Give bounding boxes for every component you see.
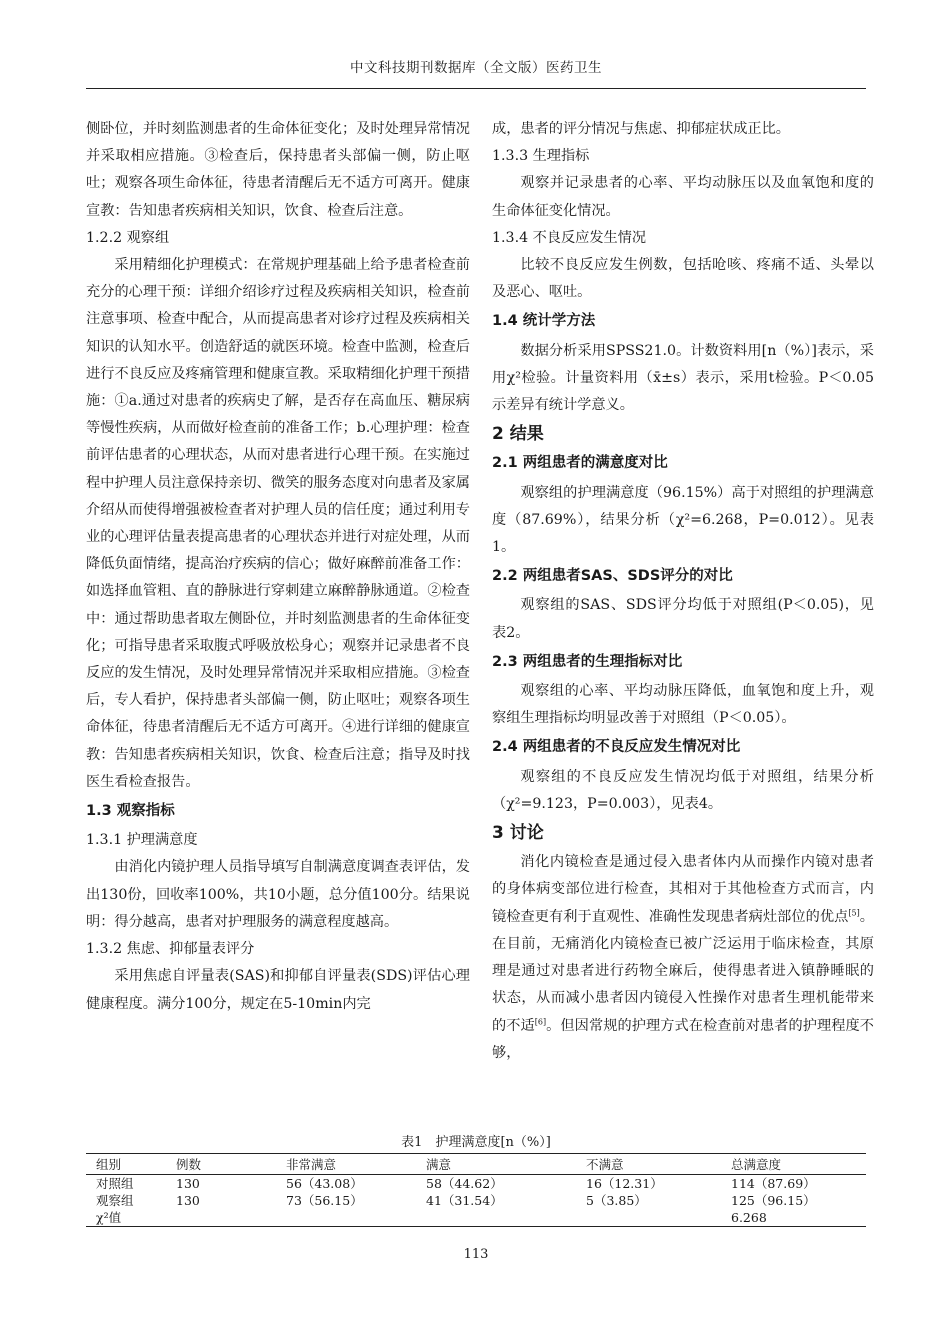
table-row: [86, 1192, 866, 1209]
section-heading: 2.1 两组患者的满意度对比: [492, 455, 668, 472]
table-1-caption: 表1 护理满意度[n（%）]: [401, 1135, 551, 1150]
section-heading: 1.3.4 不良反应发生情况: [492, 229, 647, 246]
table-header-cell: 满意: [416, 1154, 576, 1175]
section-heading: 1.3.3 生理指标: [492, 148, 590, 165]
header-divider: [86, 88, 866, 89]
section-heading: 1.4 统计学方法: [492, 313, 596, 330]
table-cell: 16（12.31）: [586, 1176, 663, 1191]
section-heading: 2 结果: [492, 424, 544, 445]
table-cell: χ²值: [86, 1209, 166, 1227]
table-header-cell: 例数: [166, 1154, 276, 1175]
section-heading: 1.3.1 护理满意度: [86, 832, 198, 849]
table-row: [86, 1175, 866, 1193]
body-paragraph: 观察组的SAS、SDS评分均低于对照组(P＜0.05)，见表2。: [492, 597, 874, 641]
citation-ref: [6]: [534, 1016, 547, 1026]
journal-header: 中文科技期刊数据库（全文版）医药卫生: [350, 60, 602, 76]
table-cell: 对照组: [96, 1176, 134, 1191]
table-header-cell: 组别: [86, 1154, 166, 1175]
section-heading: 1.2.2 观察组: [86, 229, 170, 246]
table-cell: 130: [176, 1193, 200, 1208]
table-header-row: [86, 1154, 866, 1175]
table-cell: [416, 1209, 576, 1227]
body-paragraph: 数据分析采用SPSS21.0。计数资料用[n（%）]表示，采用χ²检验。计量资料用（x̄±s）表示，采用t检验。P＜0.05示差异有统计学意义。: [492, 342, 874, 414]
body-paragraph: [492, 849, 874, 1067]
table-cell: 130: [176, 1176, 200, 1191]
section-heading: 2.4 两组患者的不良反应发生情况对比: [492, 739, 741, 756]
body-paragraph: 成，患者的评分情况与焦虑、抑郁症状成正比。: [492, 121, 790, 137]
section-heading: 1.3 观察指标: [86, 803, 175, 820]
body-paragraph: 侧卧位，并时刻监测患者的生命体征变化；及时处理异常情况并采取相应措施。③检查后，保持患者头部偏一侧，防止呕吐；观察各项生命体征，待患者清醒后无不适方可离开。健康宣教：告知患者疾病相关知识，饮食、检查后注意。: [86, 121, 470, 219]
table-cell: 观察组: [96, 1193, 134, 1208]
table-header-cell: 不满意: [576, 1154, 721, 1175]
table-cell: 58（44.62）: [426, 1176, 503, 1191]
section-heading: 2.2 两组患者SAS、SDS评分的对比: [492, 568, 733, 585]
table-cell: 114（87.69）: [731, 1176, 816, 1191]
left-text-column: [86, 116, 470, 1018]
satisfaction-table: [86, 1153, 866, 1227]
table-header-cell: 总满意度: [721, 1154, 866, 1175]
body-paragraph: 观察组的心率、平均动脉压降低，血氧饱和度上升，观察组生理指标均明显改善于对照组（P＜0.05）。: [492, 683, 874, 727]
body-paragraph: 采用焦虑自评量表(SAS)和抑郁自评量表(SDS)评估心理健康程度。满分100分，规定在5-10min内完: [86, 968, 470, 1012]
right-text-column: [492, 116, 874, 1067]
section-heading: 3 讨论: [492, 823, 544, 844]
table-row: [86, 1209, 866, 1227]
table-cell: [276, 1209, 416, 1227]
citation-ref: [5]: [848, 907, 860, 917]
table-cell: [576, 1209, 721, 1227]
table-cell: 56（43.08）: [286, 1176, 363, 1191]
body-paragraph: 采用精细化护理模式：在常规护理基础上给予患者检查前充分的心理干预：详细介绍诊疗过程及疾病相关知识，检查前注意事项、检查中配合，从而提高患者对诊疗过程及疾病相关知识的认知水平。创造舒适的就医环境。检查中监测，检查后进行不良反应及疼痛管理和健康宣教。采取精细化护理干预措施：①a.通过对患者的疾病史了解，是否存在高血压、糖尿病等慢性疾病，从而做好检查前的准备工作；b.心理护理：检查前评估患者的心理状态，从而对患者进行心理干预。在实施过程中护理人员注意保持亲切、微笑的服务态度对向患者及家属介绍从而使得增强被检查者对护理人员的信任度；通过利用专业的心理评估量表提高患者的心理状态并进行对症处理，从而降低负面情绪，提高治疗疾病的信心；做好麻醉前准备工作：如选择血管粗、直的静脉进行穿刺建立麻醉静脉通道。②检查中：通过帮助患者取左侧卧位，并时刻监测患者的生命体征变化；可指导患者采取腹式呼吸放松身心；观察并记录患者不良反应的发生情况，及时处理异常情况并采取相应措施。③检查后，专人看护，保持患者头部偏一侧，防止呕吐；观察各项生命体征，待患者清醒后无不适方可离开。④进行详细的健康宣教：告知患者疾病相关知识，饮食、检查后注意；指导及时找医生看检查报告。: [86, 257, 470, 790]
table-cell: 6.268: [721, 1209, 866, 1227]
body-paragraph: 观察组的护理满意度（96.15%）高于对照组的护理满意度（87.69%），结果分析（χ²=6.268，P=0.012）。见表1。: [492, 484, 874, 556]
table-header-cell: 非常满意: [276, 1154, 416, 1175]
body-paragraph: 比较不良反应发生例数，包括呛咳、疼痛不适、头晕以及恶心、呕吐。: [492, 257, 874, 301]
section-heading: 2.3 两组患者的生理指标对比: [492, 653, 683, 670]
paragraph-text: 消化内镜检查是通过侵入患者体内从而操作内镜对患者的身体病变部位进行检查，其相对于其他检查方式而言，内镜检查更有利于直观性、准确性发现患者病灶部位的优点: [492, 854, 874, 925]
body-paragraph: 由消化内镜护理人员指导填写自制满意度调查表评估，发出130份，回收率100%，共10小题，总分值100分。结果说明：得分越高，患者对护理服务的满意程度越高。: [86, 859, 470, 930]
table-cell: 125（96.15）: [731, 1193, 816, 1208]
paragraph-text: 。但因常规的护理方式在检查前对患者的护理程度不够，: [492, 1017, 874, 1061]
table-cell: 5（3.85）: [586, 1193, 647, 1208]
body-paragraph: 观察并记录患者的心率、平均动脉压以及血氧饱和度的生命体征变化情况。: [492, 175, 874, 219]
table-cell: [166, 1209, 276, 1227]
table-cell: 73（56.15）: [286, 1193, 363, 1208]
page-number: 113: [463, 1247, 489, 1262]
paragraph-text: 。在目前，无痛消化内镜检查已被广泛运用于临床检查，其原理是通过对患者进行药物全麻后，使得患者进入镇静睡眠的状态，从而减小患者因内镜侵入性操作对患者生理机能带来的不适: [492, 908, 874, 1034]
body-paragraph: 观察组的不良反应发生情况均低于对照组，结果分析（χ²=9.123，P=0.003），见表4。: [492, 768, 874, 812]
section-heading: 1.3.2 焦虑、抑郁量表评分: [86, 941, 255, 958]
table-cell: 41（31.54）: [426, 1193, 503, 1208]
